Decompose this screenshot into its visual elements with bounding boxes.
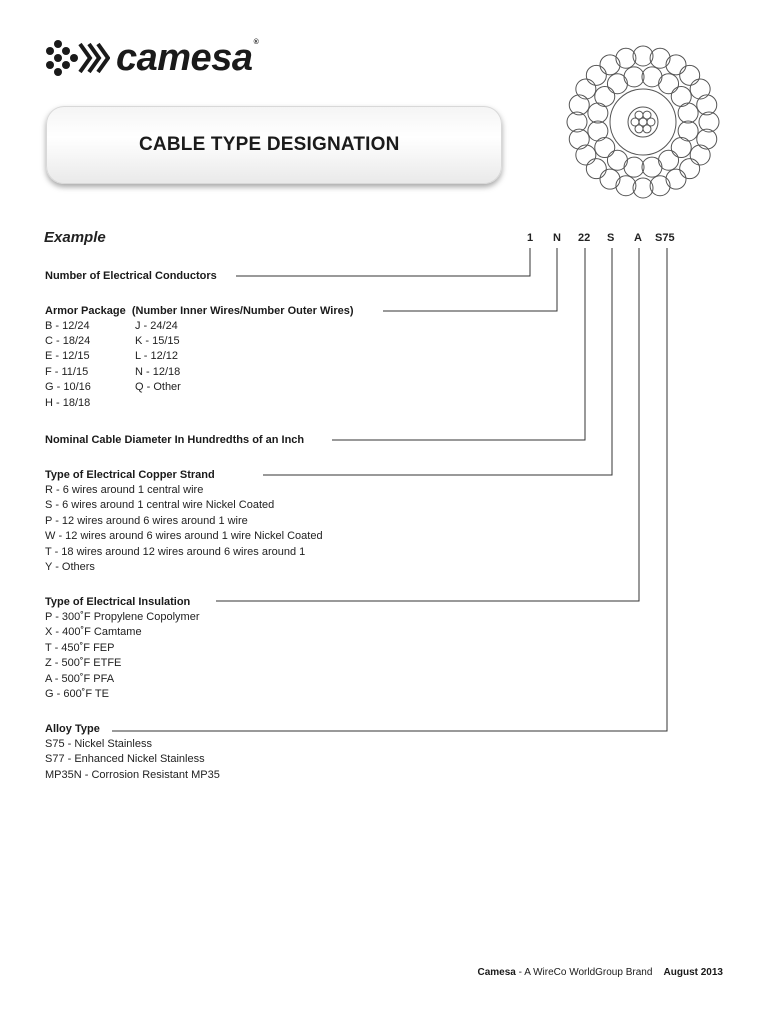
- strand-option: P - 12 wires around 6 wires around 1 wire: [45, 515, 248, 527]
- strand-option: R - 6 wires around 1 central wire: [45, 484, 204, 496]
- footer-brand: Camesa: [477, 967, 516, 978]
- insulation-option: X - 400˚F Camtame: [45, 626, 142, 638]
- insulation-option: A - 500˚F PFA: [45, 673, 115, 685]
- armor-option: G - 10/16: [45, 381, 91, 393]
- code-part-conductors: 1: [527, 232, 534, 244]
- alloy-label: Alloy Type: [45, 723, 100, 735]
- armor-option: N - 12/18: [135, 366, 181, 378]
- strand-label: Type of Electrical Copper Strand: [45, 469, 215, 481]
- example-label: Example: [44, 229, 106, 246]
- insulation-option: P - 300˚F Propylene Copolymer: [45, 611, 200, 623]
- alloy-option: MP35N - Corrosion Resistant MP35: [45, 769, 220, 781]
- strand-option: T - 18 wires around 12 wires around 6 wires around 1: [45, 546, 306, 558]
- armor-label: Armor Package (Number Inner Wires/Number Outer Wires): [45, 305, 354, 317]
- armor-option: K - 15/15: [135, 335, 180, 347]
- armor-option: E - 12/15: [45, 350, 90, 362]
- footer: [478, 967, 724, 978]
- code-part-diameter: 22: [578, 232, 591, 244]
- armor-option: F - 11/15: [45, 366, 89, 378]
- alloy-option: S75 - Nickel Stainless: [45, 738, 152, 750]
- footer-tagline: - A WireCo WorldGroup Brand: [515, 967, 653, 978]
- code-part-armor: N: [553, 232, 561, 244]
- armor-option: C - 18/24: [45, 335, 91, 347]
- insulation-option: T - 450˚F FEP: [45, 642, 115, 654]
- conductors-label: Number of Electrical Conductors: [45, 270, 217, 282]
- armor-option: H - 18/18: [45, 397, 91, 409]
- strand-option: S - 6 wires around 1 central wire Nickel Coated: [45, 499, 275, 511]
- armor-option: Q - Other: [135, 381, 181, 393]
- insulation-option: G - 600˚F TE: [45, 688, 109, 700]
- armor-option: L - 12/12: [135, 350, 179, 362]
- armor-option: B - 12/24: [45, 320, 90, 332]
- code-part-insulation: A: [634, 232, 642, 244]
- strand-option: Y - Others: [45, 561, 95, 573]
- strand-option: W - 12 wires around 6 wires around 1 wire Nickel Coated: [45, 530, 323, 542]
- insulation-label: Type of Electrical Insulation: [45, 596, 191, 608]
- camesa-logo-wordmark: camesa®: [116, 37, 259, 79]
- insulation-option: Z - 500˚F ETFE: [45, 657, 122, 669]
- armor-option: J - 24/24: [135, 320, 178, 332]
- alloy-option: S77 - Enhanced Nickel Stainless: [45, 753, 205, 765]
- page-title: CABLE TYPE DESIGNATION: [139, 134, 400, 155]
- code-part-alloy: S75: [655, 232, 675, 244]
- diameter-label: Nominal Cable Diameter In Hundredths of an Inch: [45, 434, 305, 446]
- footer-date: August 2013: [663, 967, 723, 978]
- code-part-strand: S: [607, 232, 615, 244]
